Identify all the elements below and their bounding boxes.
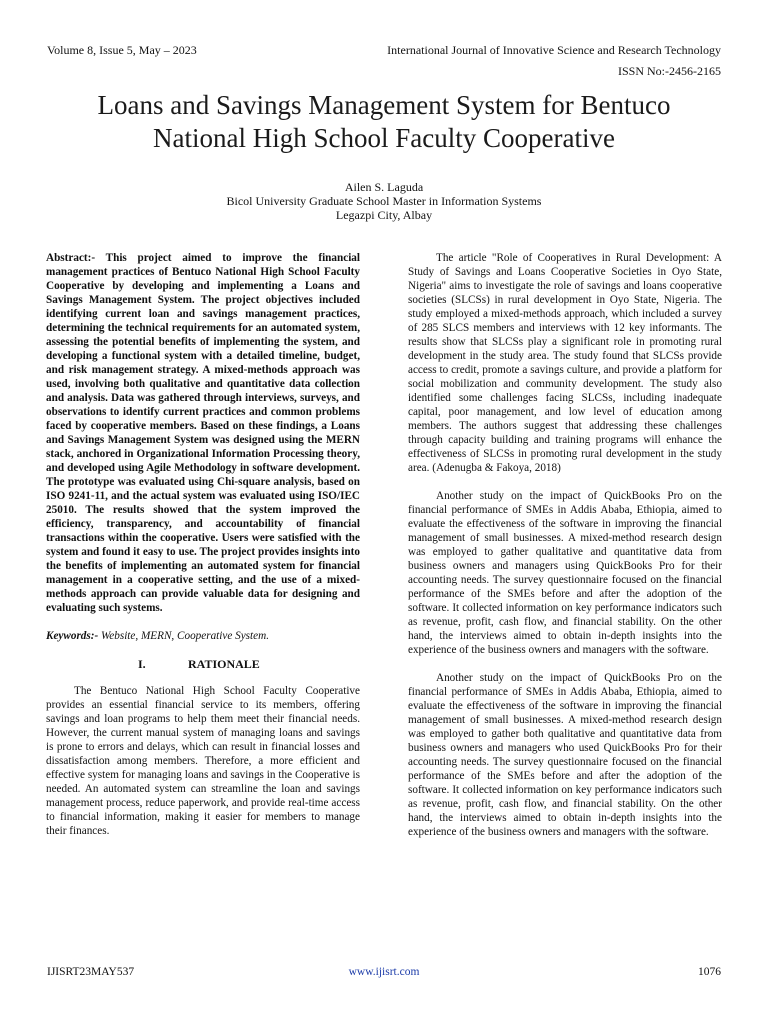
keywords-label: Keywords:-: [46, 630, 99, 642]
author-location: Legazpi City, Albay: [335, 208, 433, 222]
section-number: I.: [138, 657, 146, 671]
abstract-paragraph: Abstract:- This project aimed to improve the financial management practices of Bentuco National High School Faculty Cooperative by developing and implementing a Loans and Savings Management System. The project objectives included identifying current loan and savings management practices, determining the technical requirements for an automated system, assessing the potential benefits of implementing the system, and developing a functional system with a detailed timeline, budget, and risk management strategy. A mixed-methods approach was used, involving both qualitative and quantitative data collection and analysis. Data was gathered through interviews, surveys, and observations to identify current practices and common problems faced by cooperative members. Based on these findings, a Loans and Savings Management System was designed using the MERN stack, anchored in Organizational Information Processing theory, and developed using Agile Methodology in software development. The prototype was evaluated using Chi-square analysis, based on ISO 9241-11, and the actual system was evaluated using ISO/IEC 25010. The results showed that the system improved the efficiency, transparency, and accountability of financial transactions within the cooperative. Users were satisfied with the system and found it easy to use. The project provides insights into the benefits of implementing an automated system for financial management in a cooperative setting, and the use of a mixed-methods approach can provide valuable data for designing and evaluating such systems.: [46, 252, 360, 614]
title-line-2: National High School Faculty Cooperative: [153, 123, 615, 153]
keywords-line: [46, 629, 360, 643]
body-paragraph: The article "Role of Cooperatives in Rural Development: A Study of Savings and Loans Cooperative Societies in Oyo State, Nigeria" aims to investigate the role of savings and loans cooperative societies (SLCSs) in rural development in Oyo State, Nigeria. The study employed a mixed-methods approach, which included a survey of 285 SLCS members and interviews with 12 key informants. The results show that SLCSs play a significant role in promoting rural development in the study area. The study found that SLCSs provide access to credit, promote a savings culture, and provide a platform for social mobilization and community development. The study also identified some challenges facing SLCSs, including inadequate capital, poor management, and low level of education among members. The authors suggest that addressing these challenges through capacity building and training programs will enhance the effectiveness of SLCSs in promoting rural development in the study area. (Adenugba & Fakoya, 2018): [408, 252, 722, 474]
keywords-text: Website, MERN, Cooperative System.: [101, 630, 269, 642]
paper-id: IJISRT23MAY537: [47, 966, 135, 978]
page-number: 1076: [698, 966, 721, 978]
left-column: [46, 251, 360, 838]
right-column: [408, 251, 722, 839]
body-paragraph: Another study on the impact of QuickBooks Pro on the financial performance of SMEs in Addis Ababa, Ethiopia, aimed to evaluate the effectiveness of the software in improving the financial management of small businesses. A mixed-method research design was employed to gather both qualitative and quantitative data from business owners and managers who used QuickBooks Pro for their accounting needs. The survey questionnaire focused on the financial performance of the SMEs before and after the adoption of the software. It collected information on key performance indicators such as revenue, profit, cash flow, and financial stability. On the other hand, the interviews aimed to obtain in-depth insights into the experience of the business owners and managers with the software.: [408, 672, 722, 838]
section-heading: [46, 657, 360, 671]
journal-website-link[interactable]: www.ijisrt.com: [348, 966, 420, 978]
author-affiliation: Bicol University Graduate School Master in Information Systems: [226, 194, 542, 208]
issn-number: ISSN No:-2456-2165: [617, 64, 721, 78]
body-paragraph: Another study on the impact of QuickBooks Pro on the financial performance of SMEs in Addis Ababa, Ethiopia, aimed to evaluate the effectiveness of the software in improving the financial management of small businesses. A mixed-method research design was employed to gather qualitative and quantitative data from business owners and managers using QuickBooks Pro for their accounting needs. The survey questionnaire focused on the financial performance of the SMEs before and after the adoption of the software. It collected information on key performance indicators such as revenue, profit, cash flow, and financial stability. On the other hand, the interviews aimed to obtain in-depth insights into the experience of the business owners and managers with the software.: [408, 490, 722, 656]
volume-issue: Volume 8, Issue 5, May – 2023: [47, 43, 197, 57]
journal-name: International Journal of Innovative Science and Research Technology: [387, 43, 721, 57]
paper-title: [40, 89, 728, 155]
rationale-paragraph: The Bentuco National High School Faculty Cooperative provides an essential financial service to its members, offering savings and loan programs to help them meet their financial needs. However, the current manual system of managing loans and savings is prone to errors and delays, which can result in financial losses and dissatisfaction among members. Therefore, a more efficient and effective system for managing loans and savings in the Cooperative is needed. An automated system can streamline the loan and savings management process, reduce paperwork, and provide real-time access to financial information, making it easier for members to manage their finances.: [46, 685, 360, 837]
author-name: Ailen S. Laguda: [344, 180, 424, 194]
author-block: [40, 180, 728, 222]
title-line-1: Loans and Savings Management System for Bentuco: [97, 90, 671, 120]
section-title: RATIONALE: [188, 657, 260, 671]
